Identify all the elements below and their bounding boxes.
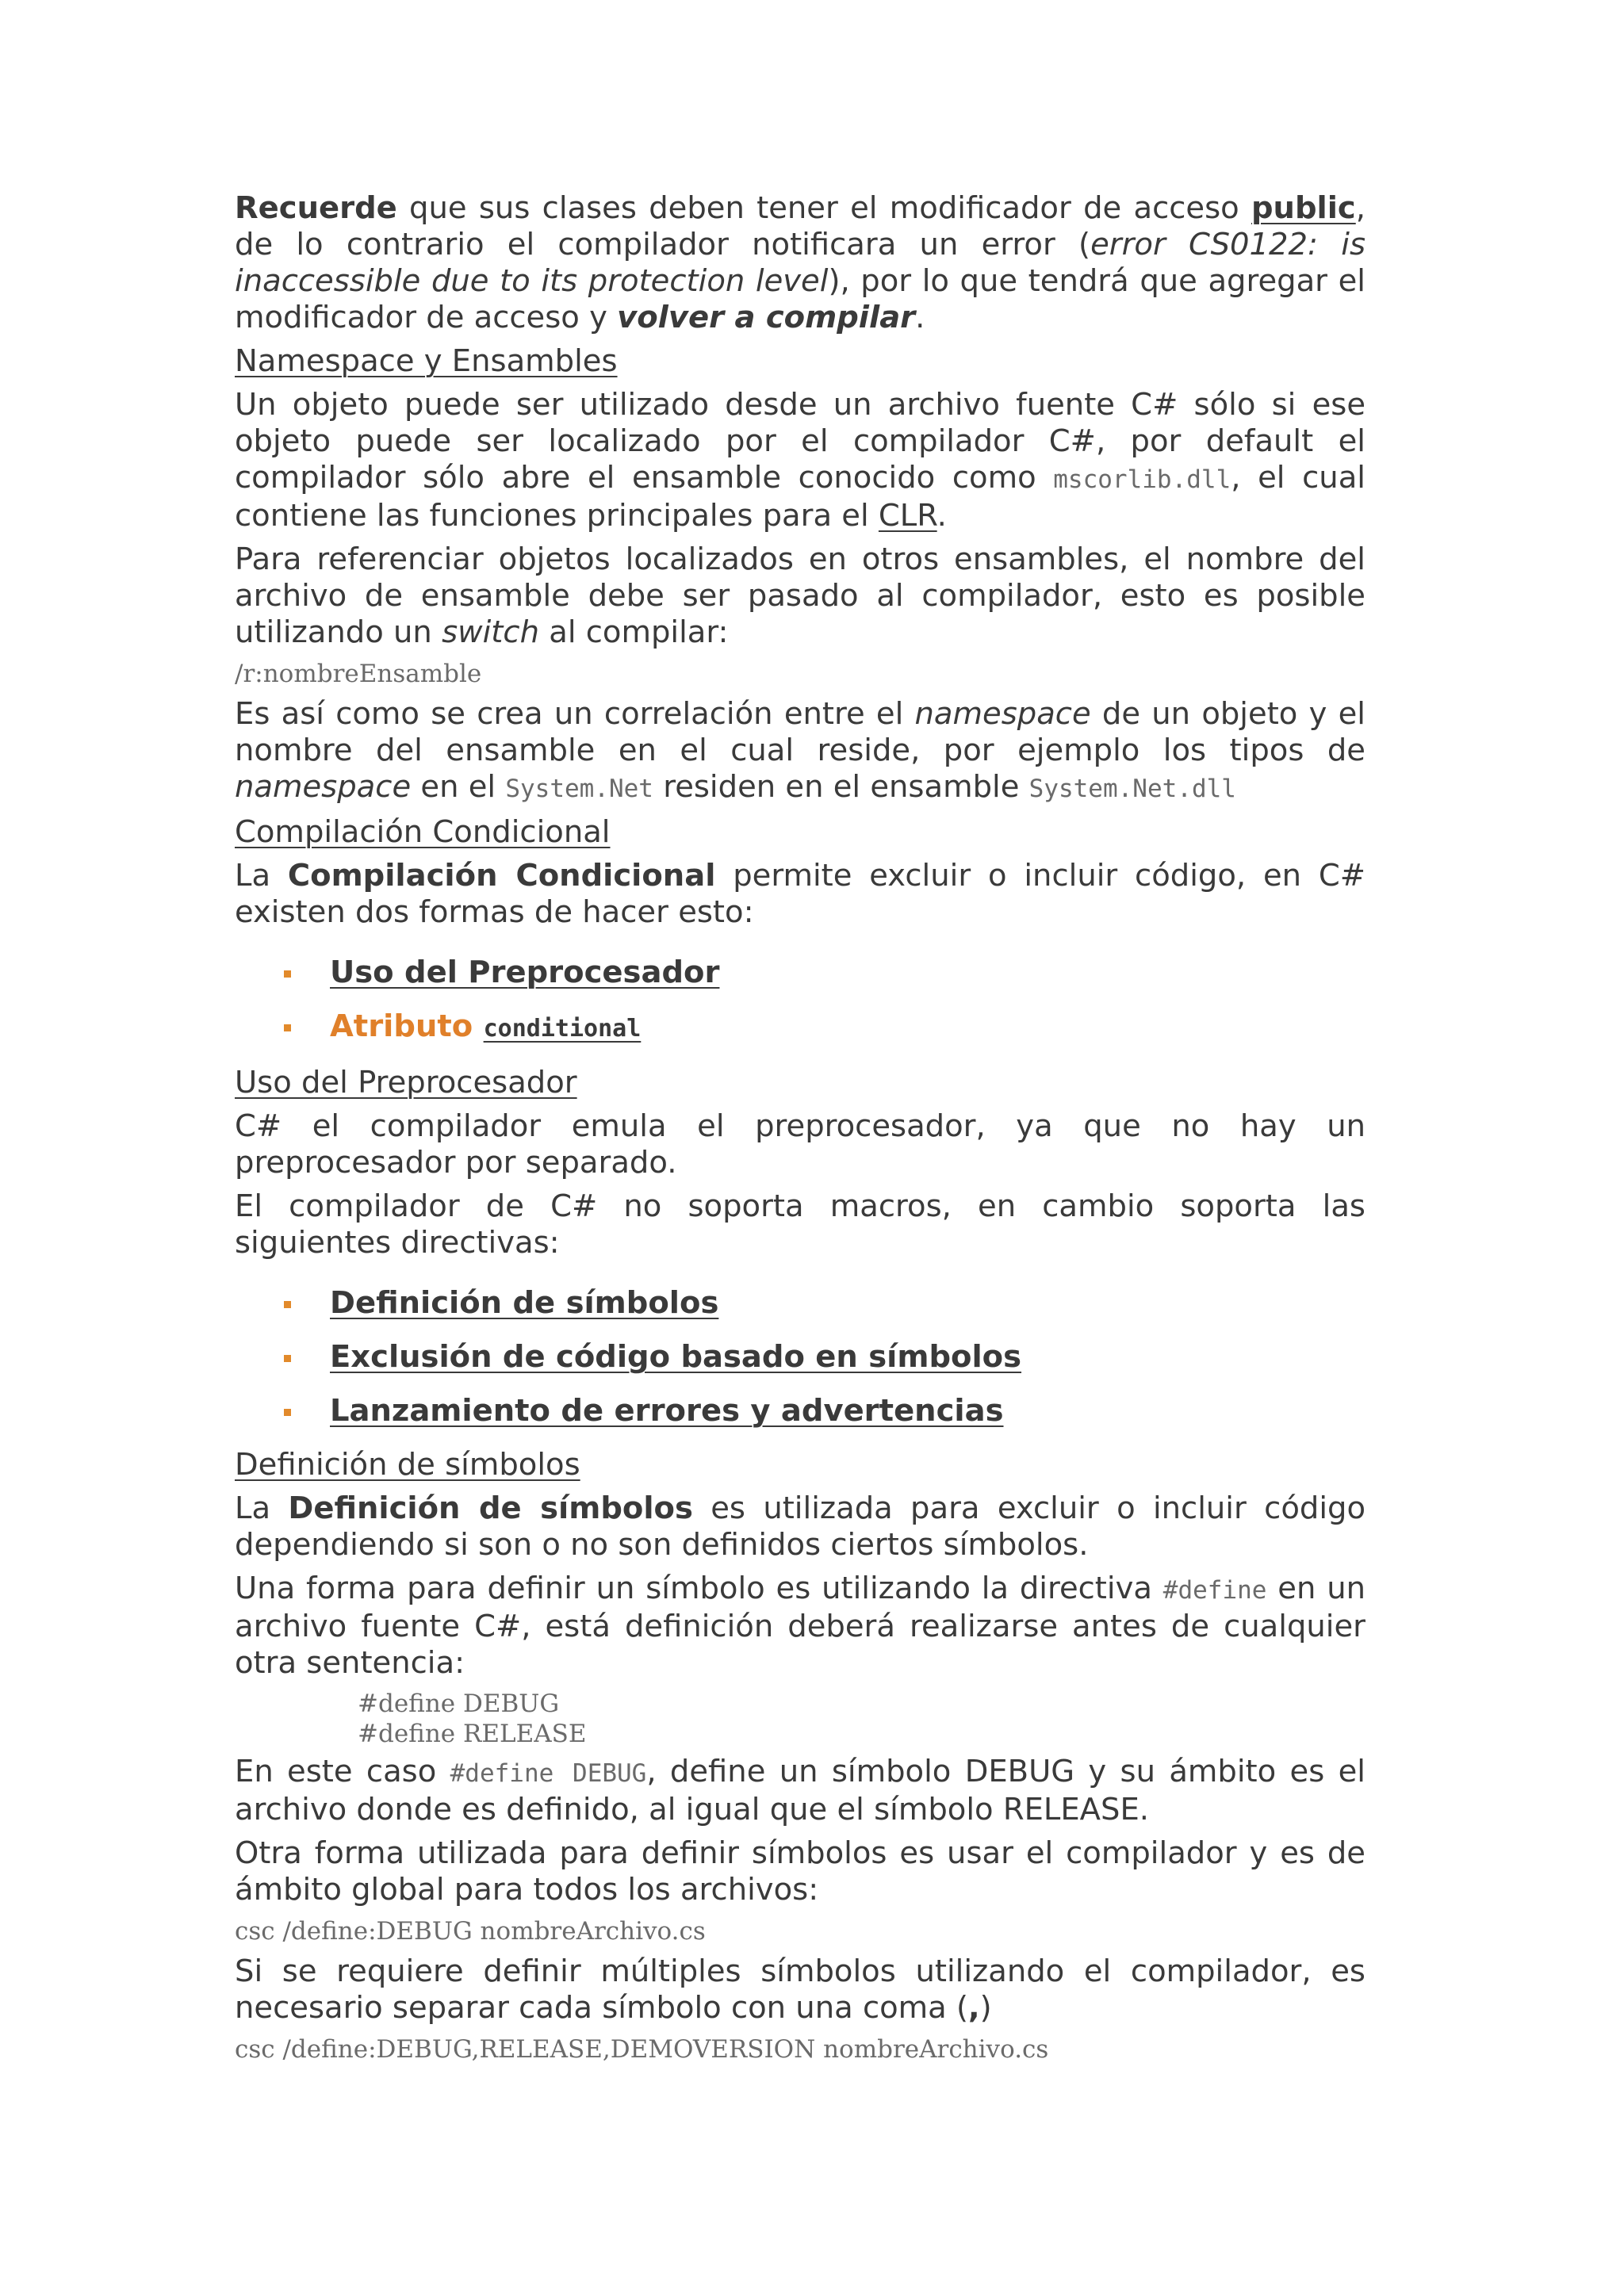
text-span: Si se requiere definir múltiples símbolos utilizando el compilador, es necesario separar cada símbolo con una coma ( — [235, 1954, 1365, 2026]
link-definicion-simbolos[interactable]: Definición de símbolos — [330, 1285, 719, 1321]
link-clr[interactable]: CLR — [878, 498, 937, 534]
code-line: #define RELEASE — [358, 1720, 587, 1748]
paragraph-directiva — [235, 1571, 1365, 1682]
paragraph-compilacion — [235, 858, 1365, 931]
bold-text: Recuerde — [235, 190, 397, 226]
text-span: de un objeto y el nombre del ensamble en el cual reside, por ejemplo los tipos de — [235, 696, 1365, 768]
paragraph-correlacion — [235, 696, 1365, 807]
list-directivas — [235, 1285, 1365, 1429]
paragraph-emula: C# el compilador emula el preprocesador, ya que no hay un preprocesador por separado. — [235, 1108, 1365, 1181]
paragraph-referenciar — [235, 541, 1365, 651]
bold-text: Compilación Condicional — [287, 858, 716, 894]
list-item — [235, 955, 1365, 991]
bullet-icon — [284, 970, 291, 978]
code-inline: mscorlib.dll — [1053, 465, 1231, 494]
bold-text: , — [968, 1990, 980, 2026]
bullet-icon — [284, 1301, 291, 1308]
text-span: en un archivo fuente C#, está definición deberá realizarse antes de cualquier otra sentencia: — [235, 1571, 1365, 1681]
paragraph-macros: El compilador de C# no soporta macros, en cambio soporta las siguientes directivas: — [235, 1188, 1365, 1261]
text-span: que sus clases deben tener el modificador de acceso — [396, 190, 1251, 226]
text-span: permite excluir o incluir código, en C# existen dos formas de hacer esto: — [235, 858, 1365, 930]
list-item — [235, 1339, 1365, 1376]
code-inline: #define DEBUG — [450, 1759, 647, 1788]
text-span: La — [235, 858, 288, 894]
heading-preprocesador: Uso del Preprocesador — [235, 1065, 577, 1100]
document-page — [235, 190, 1365, 2072]
italic-text: namespace — [235, 769, 412, 805]
code-inline: System.Net.dll — [1028, 775, 1236, 803]
atributo-label: Atributo — [330, 1008, 473, 1044]
code-line-csc1: csc /define:DEBUG nombreArchivo.cs — [235, 1917, 706, 1946]
keyword-public: public — [1251, 190, 1356, 226]
text-span: al compilar: — [538, 614, 729, 650]
code-line: #define DEBUG — [358, 1689, 560, 1718]
text-span: es utilizada para excluir o incluir código dependiendo si son o no son definidos ciertos símbolos. — [235, 1490, 1366, 1563]
list-item — [235, 1393, 1365, 1429]
text-span: La — [235, 1490, 289, 1526]
list-item — [235, 1008, 1365, 1047]
paragraph-otra-forma: Otra forma utilizada para definir símbolos es usar el compilador y es de ámbito global para todos los archivos: — [235, 1835, 1365, 1908]
text-span: , define un símbolo DEBUG y su ámbito es el archivo donde es definido, al igual que el símbolo RELEASE. — [235, 1754, 1365, 1827]
code-block-define — [235, 1689, 1365, 1749]
text-span: ), por lo que tendrá que agregar el modificador de acceso y — [235, 263, 1365, 335]
link-exclusion-codigo[interactable]: Exclusión de código basado en símbolos — [330, 1339, 1022, 1375]
paragraph-caso — [235, 1754, 1365, 1828]
text-span: Un objeto puede ser utilizado desde un archivo fuente C# sólo si ese objeto puede ser localizado por el compilador C#, por default el compilador sólo abre el ensamble conocido como — [235, 387, 1365, 496]
text-span: residen en el ensamble — [653, 769, 1029, 805]
bullet-icon — [284, 1409, 291, 1416]
paragraph-objeto — [235, 387, 1365, 534]
code-line-r: /r:nombreEnsamble — [235, 660, 482, 688]
paragraph-multiples — [235, 1954, 1365, 2026]
heading-namespace: Namespace y Ensambles — [235, 343, 618, 379]
heading-compilacion: Compilación Condicional — [235, 814, 611, 850]
paragraph-definicion — [235, 1490, 1365, 1563]
error-message: error CS0122: is inaccessible due to its protection level — [235, 227, 1366, 299]
bold-text: Definición de símbolos — [288, 1490, 693, 1526]
text-span: , el cual contiene las funciones principales para el — [235, 460, 1365, 534]
code-line-csc2: csc /define:DEBUG,RELEASE,DEMOVERSION nombreArchivo.cs — [235, 2035, 1049, 2064]
italic-text: namespace — [914, 696, 1091, 732]
italic-text: switch — [442, 614, 539, 650]
code-inline: System.Net — [505, 775, 653, 803]
text-span: ) — [979, 1990, 992, 2026]
code-inline: #define — [1162, 1576, 1267, 1605]
text-span: , de lo contrario el compilador notificara un error ( — [235, 190, 1365, 262]
text-span: Es así como se crea un correlación entre el — [235, 696, 915, 732]
link-uso-preprocesador[interactable]: Uso del Preprocesador — [330, 955, 720, 990]
heading-definicion: Definición de símbolos — [235, 1447, 580, 1483]
bullet-icon — [284, 1024, 291, 1031]
text-span: En este caso — [235, 1754, 450, 1789]
text-span: Para referenciar objetos localizados en otros ensambles, el nombre del archivo de ensamble debe ser pasado al compilador, esto es posible utilizando un — [235, 541, 1365, 650]
list-item — [235, 1285, 1365, 1322]
paragraph-recuerde — [235, 190, 1365, 336]
link-conditional[interactable]: conditional — [483, 1015, 642, 1043]
text-span: Una forma para definir un símbolo es utilizando la directiva — [235, 1571, 1163, 1606]
bullet-icon — [284, 1355, 291, 1362]
text-span: . — [915, 300, 925, 335]
emphasis-text: volver a compilar — [617, 300, 916, 335]
link-lanzamiento-errores[interactable]: Lanzamiento de errores y advertencias — [330, 1393, 1004, 1429]
text-span: en el — [411, 769, 506, 805]
text-span: . — [936, 498, 947, 534]
list-formas — [235, 955, 1365, 1047]
